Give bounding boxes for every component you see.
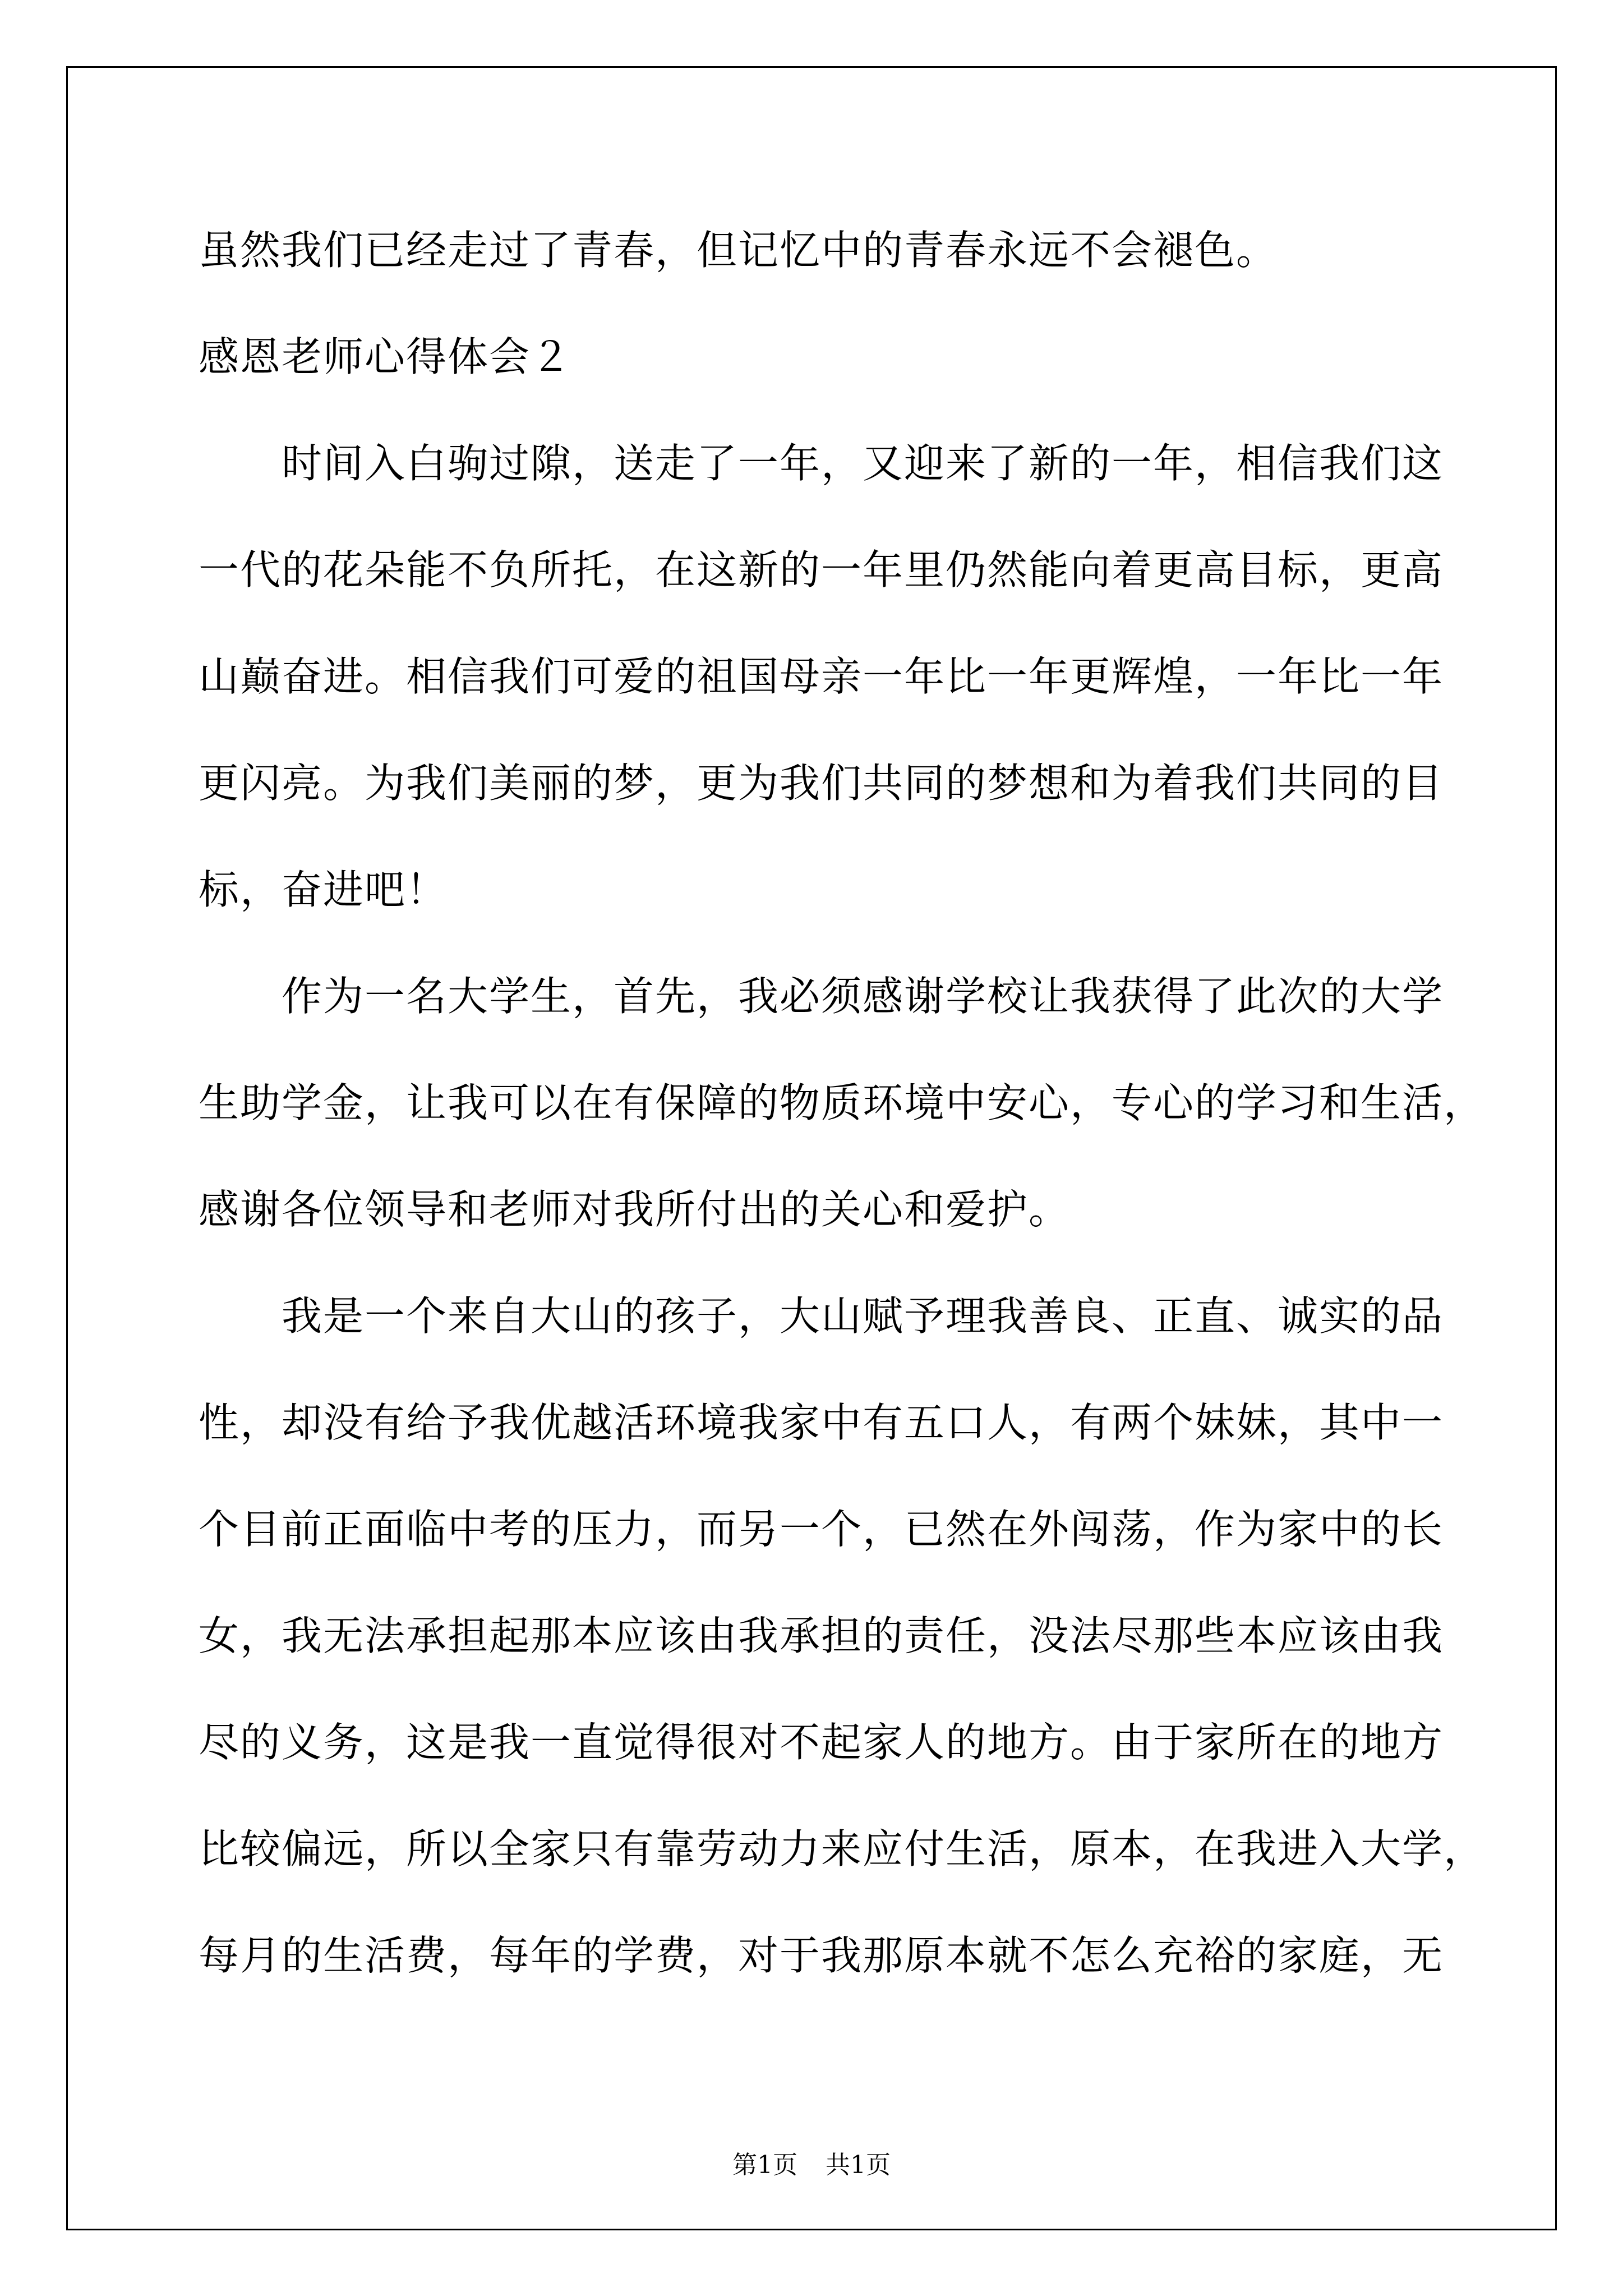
section-heading: 感恩老师心得体会２	[199, 333, 573, 380]
page-number: 第1页	[732, 2151, 797, 2179]
text-line-8: 作为一名大学生，首先，我必须感谢学校让我获得了此次的大学	[282, 973, 1444, 1020]
text-line-14: 女，我无法承担起那本应该由我承担的责任，没法尽那些本应该由我	[199, 1612, 1444, 1659]
text-line-15: 尽的义务，这是我一直觉得很对不起家人的地方。由于家所在的地方	[199, 1719, 1444, 1766]
text-line-16: 比较偏远，所以全家只有靠劳动力来应付生活，原本，在我进入大学，	[199, 1825, 1486, 1872]
text-line-1: 虽然我们已经走过了青春，但记忆中的青春永远不会褪色。	[199, 227, 1278, 274]
text-line-17: 每月的生活费，每年的学费，对于我那原本就不怎么充裕的家庭，无	[199, 1932, 1444, 1979]
page-total: 共1页	[826, 2151, 891, 2179]
text-line-7: 标，奋进吧！	[199, 866, 448, 913]
text-line-10: 感谢各位领导和老师对我所付出的关心和爱护。	[199, 1186, 1071, 1233]
text-line-4: 一代的花朵能不负所托，在这新的一年里仍然能向着更高目标，更高	[199, 546, 1444, 593]
text-line-5: 山巅奋进。相信我们可爱的祖国母亲一年比一年更辉煌，一年比一年	[199, 653, 1444, 700]
text-line-3: 时间入白驹过隙，送走了一年，又迎来了新的一年，相信我们这	[282, 440, 1444, 487]
page-border	[66, 66, 1557, 2230]
text-line-11: 我是一个来自大山的孩子，大山赋予理我善良、正直、诚实的品	[282, 1292, 1444, 1340]
text-line-12: 性，却没有给予我优越活环境我家中有五口人，有两个妹妹，其中一	[199, 1399, 1444, 1446]
text-line-13: 个目前正面临中考的压力，而另一个，已然在外闯荡，作为家中的长	[199, 1506, 1444, 1553]
text-line-6: 更闪亮。为我们美丽的梦，更为我们共同的梦想和为着我们共同的目	[199, 760, 1444, 807]
text-line-9: 生助学金，让我可以在有保障的物质环境中安心，专心的学习和生活，	[199, 1079, 1486, 1126]
page-footer	[0, 2148, 1623, 2182]
